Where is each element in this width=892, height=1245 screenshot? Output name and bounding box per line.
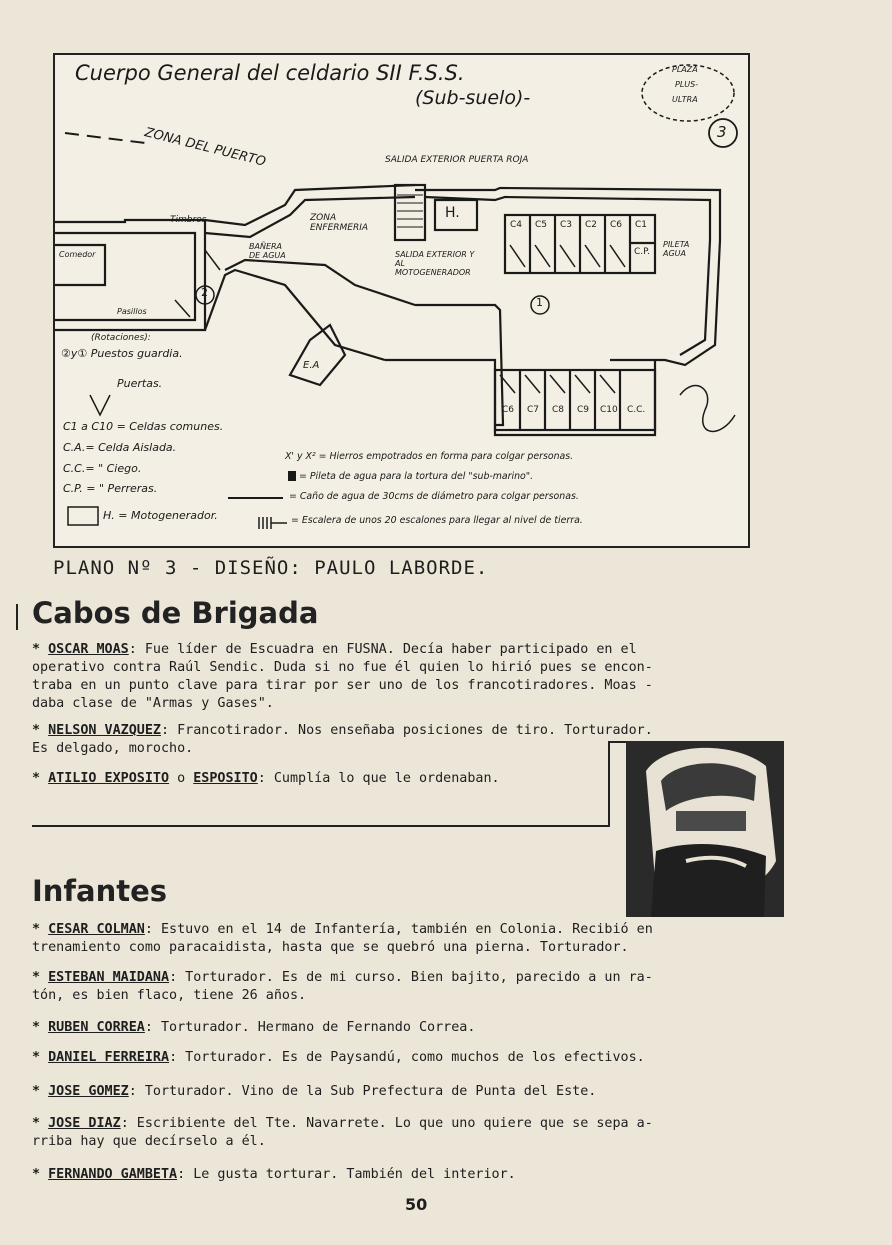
zona-puerto-label: ZONA DEL PUERTO	[143, 125, 268, 170]
stamp-line-1: PLAZA	[672, 65, 698, 74]
section-title-infantes: Infantes	[32, 874, 168, 908]
entry-name: JOSE GOMEZ	[48, 1084, 129, 1099]
section-divider	[32, 825, 610, 827]
entry-atilio-exposito: * ATILIO EXPOSITO o ESPOSITO: Cumplía lo que le ordenaban.	[32, 771, 500, 786]
h-box-label: H.	[445, 205, 460, 221]
cell-bottom-label: C.C.	[627, 405, 646, 415]
legend-line: C.C.= " Ciego.	[63, 462, 142, 475]
entry-nelson-vazquez: * NELSON VAZQUEZ: Francotirador. Nos enseñaba posiciones de tiro. Torturador. Es delgado, morocho.	[32, 723, 653, 756]
legend-right-line: = Caño de agua de 30cms de diámetro para colgar personas.	[289, 491, 579, 502]
entry-name: ATILIO EXPOSITO	[48, 771, 170, 786]
cell-bottom-label: C9	[577, 405, 590, 415]
entry-esteban-maidana: * ESTEBAN MAIDANA: Torturador. Es de mi curso. Bien bajito, parecido a un ra- tón, es bien flaco, tiene 26 años.	[32, 970, 653, 1003]
legend-line: C1 a C10 = Celdas comunes.	[63, 420, 224, 433]
legend-right-line: = Pileta de agua para la tortura del "sub-marino".	[299, 471, 534, 482]
section-divider-top	[610, 741, 626, 743]
section-divider-vertical	[608, 741, 610, 827]
cell-bottom-label: C7	[527, 405, 540, 415]
zona-enfermeria-label: ZONA ENFERMERIA	[310, 213, 369, 233]
plan-subtitle: (Sub-suelo)-	[415, 87, 531, 109]
banera-agua-label: BAÑERA DE AGUA	[249, 242, 286, 260]
salida-puerta-roja-label: SALIDA EXTERIOR PUERTA ROJA	[385, 155, 529, 165]
pasillos-label: Pasillos	[117, 307, 147, 316]
cell-top-label: C.P.	[634, 247, 651, 257]
entry-ruben-correa: * RUBEN CORREA: Torturador. Hermano de Fernando Correa.	[32, 1020, 476, 1035]
legend-line: C.P. = " Perreras.	[63, 482, 158, 495]
cell-top-label: C6	[610, 220, 623, 230]
legend-right-line: = Escalera de unos 20 escalones para llegar al nivel de tierra.	[291, 515, 583, 526]
puertas-label: Puertas.	[117, 377, 163, 390]
plan-circle-number: 3	[717, 123, 727, 141]
entry-jose-diaz: * JOSE DIAZ: Escribiente del Tte. Navarrete. Lo que uno quiere que se sepa a- rriba hay que decírselo a él.	[32, 1116, 653, 1149]
cell-top-label: C3	[560, 220, 573, 230]
legend-line: H. = Motogenerador.	[103, 509, 218, 522]
entry-name: FERNANDO GAMBETA	[48, 1167, 178, 1182]
stamp-line-2: PLUS-	[675, 80, 699, 89]
entry-name: NELSON VAZQUEZ	[48, 723, 161, 738]
section-title-cabos: Cabos de Brigada	[32, 596, 319, 630]
cell-bottom-label: C8	[552, 405, 565, 415]
cell-top-label: C5	[535, 220, 548, 230]
entry-oscar-moas: * OSCAR MOAS: Fue líder de Escuadra en FUSNA. Decía haber participado en el operativo contra Raúl Sendic. Duda si no fue él quien lo hirió pues se encon- traba en un punto clave para tirar por ser uno de los francotiradores. Moas - daba clase de "Armas y Gases".	[32, 642, 653, 711]
entry-name: DANIEL FERREIRA	[48, 1050, 170, 1065]
floor-plan	[53, 53, 750, 548]
rotaciones-label: (Rotaciones):	[91, 333, 151, 343]
plan-caption: PLANO Nº 3 - DISEÑO: PAULO LABORDE.	[53, 557, 489, 579]
comedor-label: Comedor	[59, 250, 96, 259]
plan-title: Cuerpo General del celdario SII F.S.S.	[75, 61, 465, 85]
ea-label: E.A	[303, 360, 320, 371]
entry-daniel-ferreira: * DANIEL FERREIRA: Torturador. Es de Paysandú, como muchos de los efectivos.	[32, 1050, 645, 1065]
entry-name: CESAR COLMAN	[48, 922, 145, 937]
section-rule-left	[16, 604, 18, 630]
marker-2: 2	[201, 286, 208, 299]
cell-top-label: C4	[510, 220, 523, 230]
page-number: 50	[405, 1195, 428, 1214]
entry-name: RUBEN CORREA	[48, 1020, 145, 1035]
marker-1: 1	[536, 296, 543, 309]
legend-line: C.A.= Celda Aislada.	[63, 441, 177, 454]
entry-name-alt: ESPOSITO	[193, 771, 258, 786]
cell-top-label: C2	[585, 220, 598, 230]
cell-top-label: C1	[635, 220, 648, 230]
timbres-label: Timbres	[170, 215, 207, 225]
cell-bottom-label: C6	[502, 405, 515, 415]
puestos-guardia-label: ②y① Puestos guardia.	[61, 347, 183, 360]
salida-motogenerador-label: SALIDA EXTERIOR Y AL MOTOGENERADOR	[395, 250, 475, 277]
legend-right-line: X' y X² = Hierros empotrados en forma para colgar personas.	[285, 451, 574, 462]
cell-bottom-label: C10	[600, 405, 618, 415]
entry-cesar-colman: * CESAR COLMAN: Estuvo en el 14 de Infantería, también en Colonia. Recibió en trenamiento como paracaidista, hasta que se quebró una pierna. Torturador.	[32, 922, 653, 955]
portrait-photo	[626, 741, 784, 917]
entry-name: ESTEBAN MAIDANA	[48, 970, 170, 985]
entry-jose-gomez: * JOSE GOMEZ: Torturador. Vino de la Sub Prefectura de Punta del Este.	[32, 1084, 597, 1099]
entry-fernando-gambeta: * FERNANDO GAMBETA: Le gusta torturar. También del interior.	[32, 1167, 516, 1182]
stamp-line-3: ULTRA	[672, 95, 698, 104]
pileta-agua-label: PILETA AGUA	[663, 240, 690, 258]
entry-name: JOSE DIAZ	[48, 1116, 121, 1131]
entry-name: OSCAR MOAS	[48, 642, 129, 657]
